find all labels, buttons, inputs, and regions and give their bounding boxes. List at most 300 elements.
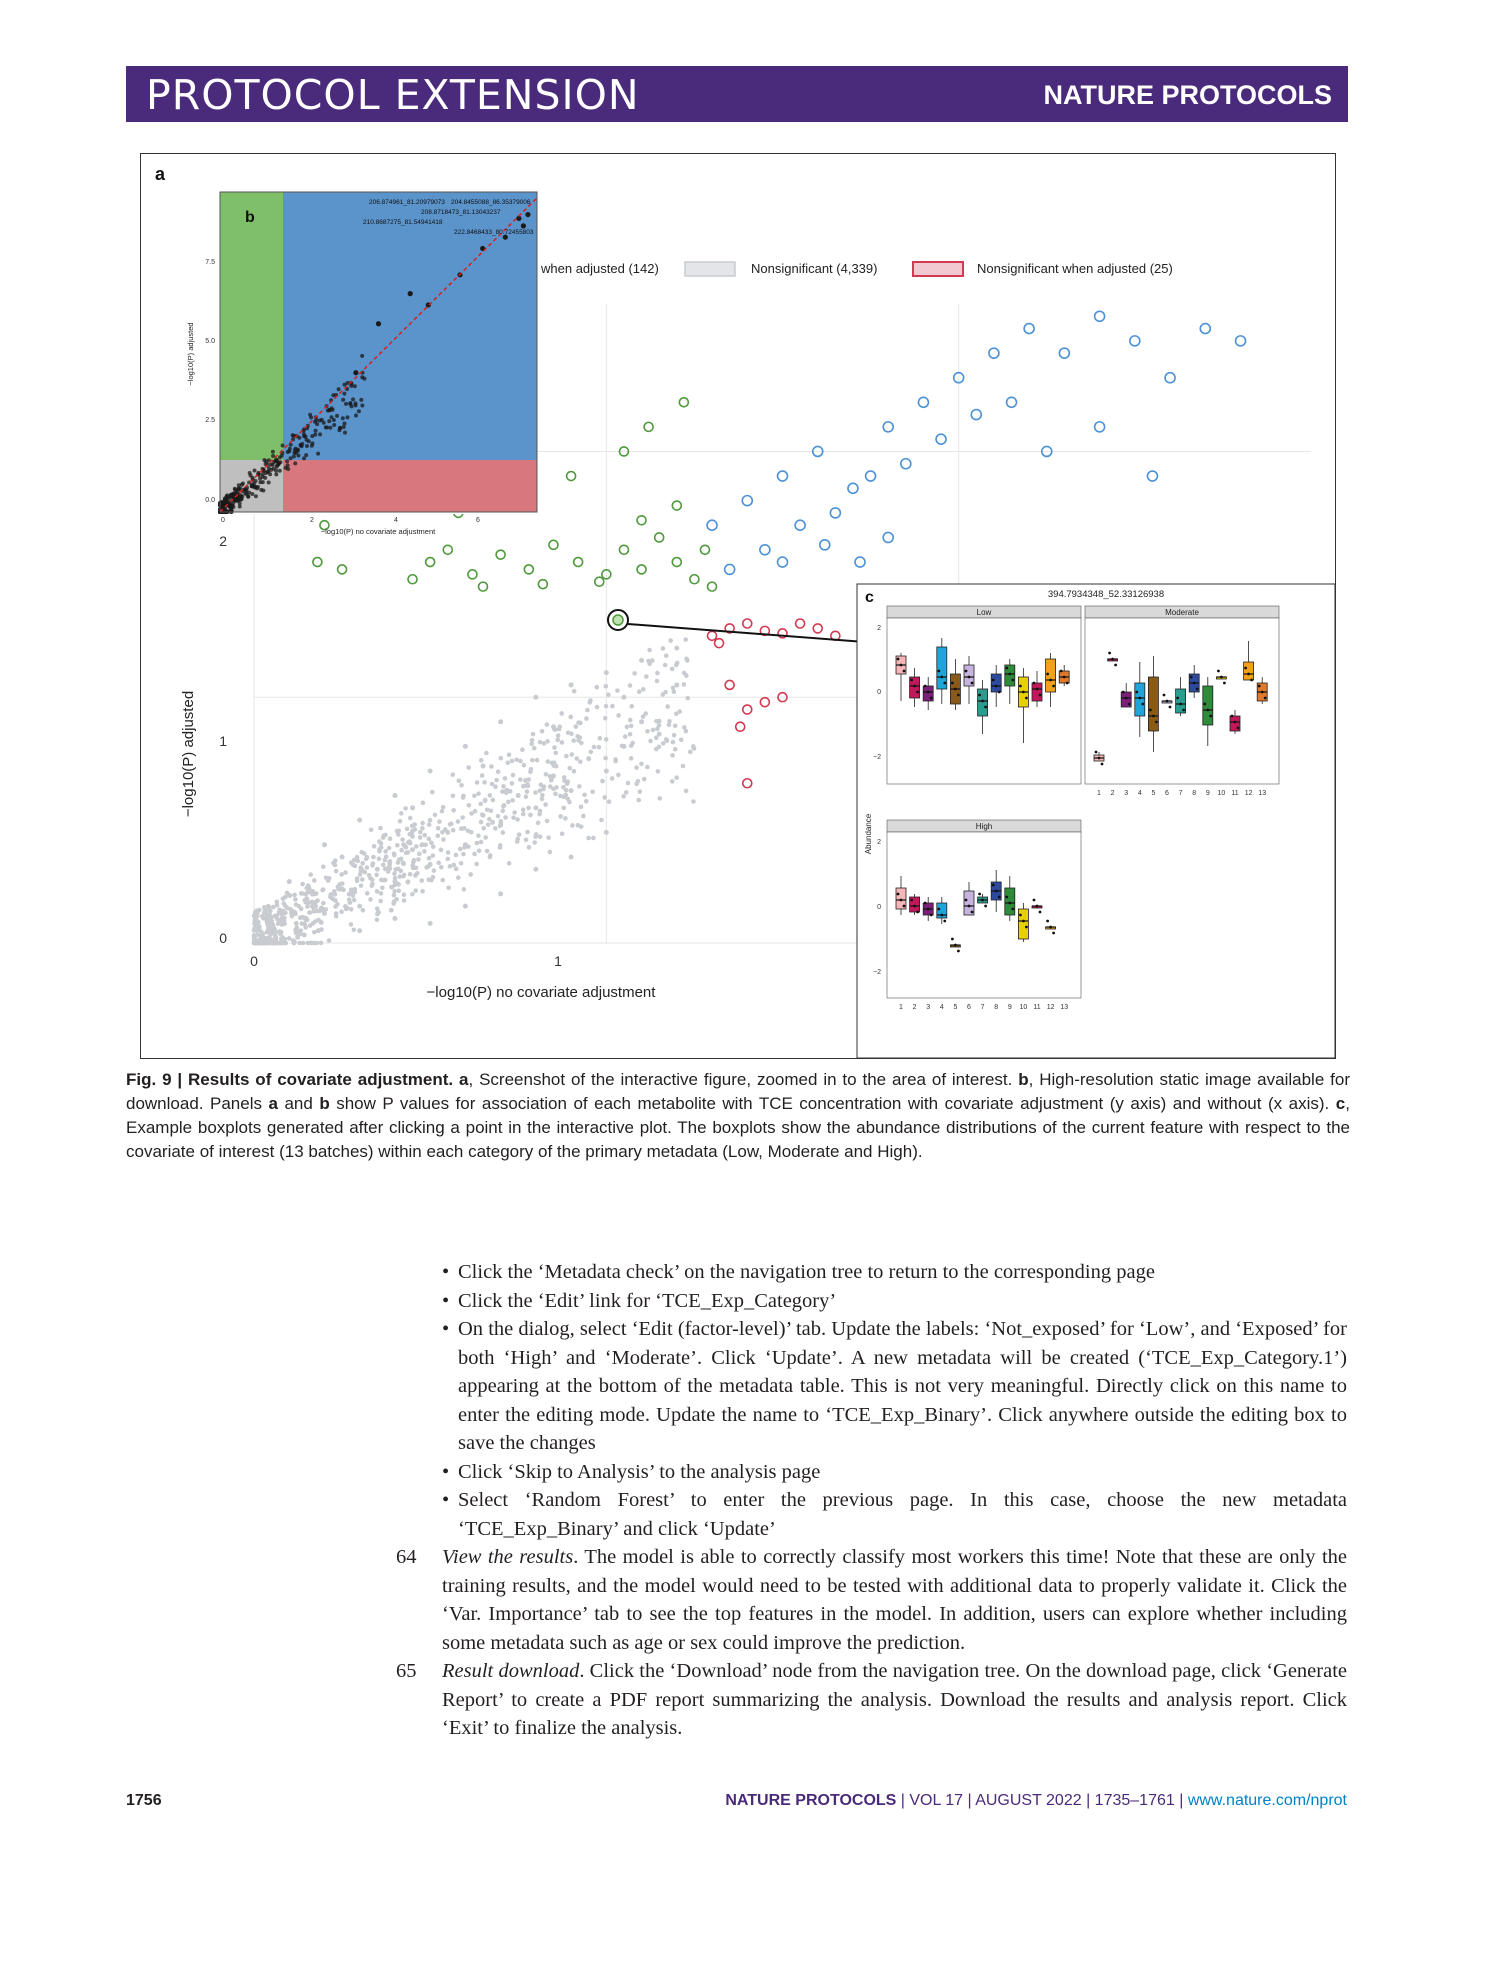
scatter-point-nonsignificant	[512, 810, 517, 815]
scatter-point-nonsignificant	[503, 815, 508, 820]
panel-c-xtick: 9	[1007, 1004, 1012, 1011]
scatter-point-nonsignificant	[553, 751, 558, 756]
box-point	[930, 914, 933, 917]
panel-c-xtick: 2	[912, 1004, 917, 1011]
scatter-point-nonsignificant	[387, 863, 392, 868]
panel-b-green-region	[220, 192, 283, 460]
box-point	[916, 911, 919, 914]
panel-c-xtick: 7	[1178, 790, 1183, 797]
scatter-point-nonsignificant	[381, 862, 386, 867]
panel-b-point	[314, 429, 318, 433]
panel-b-xlabel: −log10(P) no covariate adjustment	[320, 527, 436, 536]
scatter-point-nonsignificant	[410, 892, 415, 897]
panel-b-label: b	[245, 209, 255, 226]
scatter-point-nonsignificant	[467, 803, 472, 808]
box-point	[981, 700, 984, 703]
scatter-point-nonsignificant	[670, 667, 675, 672]
scatter-point-nonsignificant	[479, 840, 484, 845]
scatter-point-nonsignificant	[489, 764, 494, 769]
panel-b-point	[300, 442, 304, 446]
scatter-point-nonsignificant	[599, 818, 604, 823]
panel-b-point	[236, 490, 240, 494]
panel-b-point	[360, 404, 364, 408]
panel-b-point	[331, 393, 335, 397]
scatter-point-nonsignificant	[613, 757, 618, 762]
scatter-point-nonsignificant	[607, 799, 612, 804]
scatter-point-nonsignificant	[574, 756, 579, 761]
scatter-point-nonsignificant	[507, 752, 512, 757]
scatter-point-nonsignificant	[488, 793, 493, 798]
box-point	[1128, 703, 1131, 706]
box-point	[900, 899, 903, 902]
panel-b-point	[292, 451, 296, 455]
scatter-point-nonsignificant	[293, 897, 298, 902]
scatter-point	[463, 744, 468, 749]
box-point	[1108, 652, 1111, 655]
scatter-point-nonsignificant	[638, 789, 643, 794]
scatter-point	[357, 904, 362, 909]
scatter-point-nonsignificant	[610, 776, 615, 781]
scatter-point-nonsignificant	[468, 872, 473, 877]
scatter-point-nonsignificant	[491, 798, 496, 803]
scatter-point-nonsignificant	[563, 816, 568, 821]
box-point	[910, 899, 913, 902]
scatter-point-nonsignificant	[506, 800, 511, 805]
scatter-point-nonsignificant	[392, 893, 397, 898]
box-point	[1011, 908, 1014, 911]
panel-b-point	[341, 416, 345, 420]
scatter-point-nonsignificant	[496, 814, 501, 819]
panel-b-point	[310, 434, 314, 438]
panel-c-xtick: 12	[1244, 790, 1253, 797]
scatter-point-nonsignificant	[510, 759, 515, 764]
scatter-point-nonsignificant	[310, 900, 315, 905]
box-point	[940, 676, 943, 679]
scatter-point-nonsignificant	[400, 837, 405, 842]
box-point	[981, 899, 984, 902]
step-title: Result download	[442, 1660, 580, 1682]
box-point	[903, 670, 906, 673]
scatter-point-nonsignificant	[427, 856, 432, 861]
box-point	[957, 694, 960, 697]
scatter-point-nonsignificant	[316, 928, 321, 933]
step-64	[396, 1543, 1347, 1657]
scatter-point-nonsignificant	[560, 740, 565, 745]
panel-b-point	[408, 291, 413, 296]
panel-c-xtick: 1	[1097, 790, 1101, 797]
box-point	[965, 670, 968, 673]
panel-c-xtick: 5	[1151, 790, 1156, 797]
scatter-point-nonsignificant	[564, 754, 569, 759]
scatter-point-nonsignificant	[420, 889, 425, 894]
scatter-point-nonsignificant	[371, 855, 376, 860]
scatter-point-nonsignificant	[544, 772, 549, 777]
panel-c-xtick: 3	[926, 1004, 931, 1011]
scatter-point-nonsignificant	[489, 808, 494, 813]
scatter-point-nonsignificant	[460, 815, 465, 820]
scatter-point	[657, 732, 662, 737]
scatter-point-nonsignificant	[456, 875, 461, 880]
box-point	[1052, 932, 1055, 935]
scatter-point-nonsignificant	[333, 898, 338, 903]
scatter-point-nonsignificant	[372, 844, 377, 849]
panel-b-point	[293, 461, 297, 465]
scatter-point-nonsignificant	[533, 834, 538, 839]
panel-b-point	[322, 421, 326, 425]
scatter-point-nonsignificant	[683, 637, 688, 642]
scatter-point-nonsignificant	[446, 850, 451, 855]
panel-b-point	[274, 472, 278, 476]
panel-a-xtick: 1	[554, 953, 562, 969]
scatter-point	[516, 793, 521, 798]
box-point	[992, 884, 995, 887]
box-point	[1025, 926, 1028, 929]
scatter-point-nonsignificant	[527, 845, 532, 850]
box-point	[1231, 715, 1234, 718]
scatter-point-nonsignificant	[419, 843, 424, 848]
scatter-point-nonsignificant	[353, 864, 358, 869]
scatter-point-nonsignificant	[572, 769, 577, 774]
panel-b-point	[274, 469, 278, 473]
scatter-point-nonsignificant	[671, 740, 676, 745]
box-point	[1261, 691, 1264, 694]
scatter-point-nonsignificant	[451, 828, 456, 833]
bullet-item: • Click the ‘Metadata check’ on the navigation tree to return to the corresponding page	[442, 1258, 1347, 1287]
box-point	[1237, 727, 1240, 730]
panel-a-ytick: 1	[219, 733, 227, 749]
panel-c-xtick: 6	[967, 1004, 971, 1011]
box-point	[965, 899, 968, 902]
legend-nonsig-adjusted-swatch	[913, 262, 963, 276]
scatter-point-nonsignificant	[312, 878, 317, 883]
scatter-point-nonsignificant	[285, 906, 290, 911]
panel-b-point	[286, 450, 290, 454]
scatter-point-nonsignificant	[538, 740, 543, 745]
scatter-point-nonsignificant	[557, 727, 562, 732]
scatter-point-nonsignificant	[488, 853, 493, 858]
scatter-point-nonsignificant	[588, 700, 593, 705]
box-point	[951, 938, 954, 941]
box-point	[995, 890, 998, 893]
scatter-point-nonsignificant	[369, 827, 374, 832]
panel-c-xtick: 2	[1110, 790, 1115, 797]
box-point	[940, 914, 943, 917]
scatter-point-nonsignificant	[628, 732, 633, 737]
scatter-point-nonsignificant	[525, 830, 530, 835]
scatter-point-nonsignificant	[648, 739, 653, 744]
scatter-point-nonsignificant	[403, 806, 408, 811]
scatter-point	[287, 879, 292, 884]
panel-c-xtick: 5	[953, 1004, 958, 1011]
box-point	[1179, 703, 1182, 706]
step-number: 64	[396, 1546, 417, 1568]
scatter-point-nonsignificant	[469, 830, 474, 835]
panel-b-point	[343, 431, 347, 435]
scatter-point-nonsignificant	[406, 879, 411, 884]
scatter-point-nonsignificant	[459, 783, 464, 788]
panel-c-ytick: 2	[877, 625, 881, 632]
scatter-point-nonsignificant	[481, 826, 486, 831]
facet-label-high: High	[975, 822, 993, 831]
scatter-point-nonsignificant	[392, 851, 397, 856]
panel-c-label: c	[865, 589, 874, 606]
scatter-point-nonsignificant	[294, 926, 299, 931]
box-point	[1152, 715, 1155, 718]
scatter-point-nonsignificant	[410, 863, 415, 868]
scatter-point-nonsignificant	[396, 832, 401, 837]
box	[1203, 686, 1213, 725]
scatter-point-nonsignificant	[616, 773, 621, 778]
scatter-point-nonsignificant	[275, 913, 280, 918]
scatter-point-nonsignificant	[399, 848, 404, 853]
panel-b-point	[258, 480, 262, 484]
scatter-point-nonsignificant	[387, 846, 392, 851]
scatter-point-nonsignificant	[674, 775, 679, 780]
scatter-point-nonsignificant	[604, 737, 609, 742]
scatter-point	[392, 879, 397, 884]
panel-b-point	[348, 401, 352, 405]
panel-c-ytick: −2	[873, 969, 881, 976]
panel-b-point	[354, 413, 358, 417]
scatter-point-nonsignificant	[392, 899, 397, 904]
scatter-point	[428, 768, 433, 773]
scatter-point-nonsignificant	[532, 840, 537, 845]
scatter-point-nonsignificant	[313, 904, 318, 909]
scatter-point-nonsignificant	[681, 764, 686, 769]
panel-b-xtick: 0	[221, 517, 225, 524]
scatter-point-nonsignificant	[493, 826, 498, 831]
scatter-point-nonsignificant	[672, 689, 677, 694]
scatter-point-nonsignificant	[349, 890, 354, 895]
box-point	[1223, 682, 1226, 685]
scatter-point-nonsignificant	[498, 843, 503, 848]
scatter-point-nonsignificant	[461, 852, 466, 857]
scatter-point	[280, 916, 285, 921]
scatter-point-nonsignificant	[302, 933, 307, 938]
scatter-point-nonsignificant	[657, 745, 662, 750]
box-point	[930, 697, 933, 700]
scatter-point-nonsignificant	[261, 916, 266, 921]
scatter-point-nonsignificant	[624, 790, 629, 795]
scatter-point	[621, 744, 626, 749]
panel-b-point	[302, 432, 306, 436]
scatter-point-nonsignificant	[571, 738, 576, 743]
scatter-point-nonsignificant	[352, 927, 357, 932]
caption-a-text: , Screenshot of the interactive figure, zoomed in to the area of interest.	[468, 1070, 1013, 1089]
panel-b-red-region	[283, 460, 537, 512]
scatter-point-nonsignificant	[563, 793, 568, 798]
panel-b-point	[253, 468, 257, 472]
scatter-point-nonsignificant	[376, 910, 381, 915]
scatter-point-nonsignificant	[445, 857, 450, 862]
panel-b-point	[238, 501, 242, 505]
panel-b-annotation: 210.8687275_81.54941418	[363, 219, 443, 226]
scatter-point-nonsignificant	[333, 858, 338, 863]
scatter-point	[392, 916, 397, 921]
scatter-point-nonsignificant	[383, 858, 388, 863]
scatter-point-nonsignificant	[457, 778, 462, 783]
scatter-point-nonsignificant	[565, 781, 570, 786]
scatter-point-nonsignificant	[494, 778, 499, 783]
scatter-point-nonsignificant	[628, 683, 633, 688]
scatter-point	[533, 867, 538, 872]
scatter-point-nonsignificant	[634, 765, 639, 770]
scatter-point-nonsignificant	[389, 885, 394, 890]
scatter-point-nonsignificant	[487, 817, 492, 822]
scatter-point-nonsignificant	[594, 685, 599, 690]
scatter-point-nonsignificant	[299, 907, 304, 912]
scatter-point-nonsignificant	[558, 814, 563, 819]
panel-b-point	[258, 476, 262, 480]
scatter-point-nonsignificant	[377, 839, 382, 844]
panel-b-annotation: 222.8468433_80.72455803	[454, 229, 534, 236]
scatter-point-nonsignificant	[417, 852, 422, 857]
panel-b-point	[253, 486, 257, 490]
scatter-point-nonsignificant	[281, 896, 286, 901]
scatter-point-nonsignificant	[636, 798, 641, 803]
scatter-point-nonsignificant	[679, 737, 684, 742]
scatter-point-nonsignificant	[378, 826, 383, 831]
scatter-point	[357, 818, 362, 823]
box-point	[927, 908, 930, 911]
scatter-point-nonsignificant	[515, 837, 520, 842]
scatter-point-nonsignificant	[636, 779, 641, 784]
scatter-point-nonsignificant	[682, 671, 687, 676]
caption-c-text: , Example boxplots generated after clicking a point in the interactive plot. The boxplots show the abundance distributions of the current feature with respect to the covariate of interest (13 batches) within each category of the primary metadata (Low, Moderate and High).	[126, 1094, 1350, 1161]
scatter-point-nonsignificant	[301, 941, 306, 946]
box-point	[957, 950, 960, 953]
scatter-point	[569, 682, 574, 687]
box-point	[1036, 688, 1039, 691]
scatter-point-nonsignificant	[305, 904, 310, 909]
scatter-point-nonsignificant	[501, 809, 506, 814]
panel-c-xtick: 4	[1137, 790, 1142, 797]
box-point	[897, 893, 900, 896]
scatter-point-nonsignificant	[428, 818, 433, 823]
figure-9	[140, 153, 1336, 1059]
scatter-point-nonsignificant	[576, 720, 581, 725]
scatter-point-nonsignificant	[603, 756, 608, 761]
scatter-point-nonsignificant	[684, 656, 689, 661]
scatter-point-nonsignificant	[655, 671, 660, 676]
figure-svg	[141, 154, 1335, 1058]
scatter-point-nonsignificant	[602, 795, 607, 800]
scatter-point-nonsignificant	[629, 704, 634, 709]
scatter-point-nonsignificant	[275, 900, 280, 905]
panel-b-point	[252, 482, 256, 486]
legend-nonsig-adjusted: Nonsignificant when adjusted (25)	[977, 261, 1173, 276]
box	[1032, 683, 1042, 701]
scatter-point-nonsignificant	[413, 873, 418, 878]
scatter-point-nonsignificant	[321, 887, 326, 892]
scatter-point-nonsignificant	[538, 834, 543, 839]
scatter-point-nonsignificant	[545, 819, 550, 824]
scatter-point-nonsignificant	[334, 914, 339, 919]
panel-b-point	[304, 453, 308, 457]
header-banner	[126, 66, 1348, 122]
panel-a-ytick: 0	[219, 930, 227, 946]
box-point	[1039, 911, 1042, 914]
box-point	[943, 682, 946, 685]
scatter-point	[551, 724, 556, 729]
scatter-point-nonsignificant	[625, 725, 630, 730]
panel-c-xtick: 13	[1060, 1004, 1069, 1011]
scatter-point-nonsignificant	[642, 777, 647, 782]
box-point	[913, 905, 916, 908]
scatter-point-nonsignificant	[536, 821, 541, 826]
scatter-point-nonsignificant	[410, 829, 415, 834]
scatter-point-nonsignificant	[483, 835, 488, 840]
scatter-point-nonsignificant	[359, 883, 364, 888]
scatter-point-nonsignificant	[448, 864, 453, 869]
box-point	[1060, 670, 1063, 673]
scatter-point-nonsignificant	[644, 674, 649, 679]
box-point	[1049, 926, 1052, 929]
scatter-point-nonsignificant	[510, 781, 515, 786]
panel-b-point	[286, 463, 290, 467]
box-point	[1182, 709, 1185, 712]
scatter-point-nonsignificant	[559, 711, 564, 716]
scatter-point-nonsignificant	[674, 712, 679, 717]
panel-b-point	[324, 425, 328, 429]
box-point	[1066, 682, 1069, 685]
scatter-point	[498, 719, 503, 724]
panel-b-ytick: 5.0	[205, 338, 215, 345]
scatter-point-nonsignificant	[365, 891, 370, 896]
footer-url[interactable]: www.nature.com/nprot	[1187, 1792, 1347, 1809]
box-point	[1122, 691, 1125, 694]
scatter-point-nonsignificant	[429, 840, 434, 845]
scatter-point-nonsignificant	[349, 922, 354, 927]
scatter-point-nonsignificant	[377, 857, 382, 862]
scatter-point-nonsignificant	[308, 872, 313, 877]
box-point	[1111, 658, 1114, 661]
scatter-point-nonsignificant	[421, 801, 426, 806]
scatter-point-nonsignificant	[462, 887, 467, 892]
legend-nonsignificant-swatch	[685, 262, 735, 276]
scatter-point	[551, 773, 556, 778]
box-point	[1244, 667, 1247, 670]
box-point	[1049, 679, 1052, 682]
scatter-point-nonsignificant	[279, 930, 284, 935]
scatter-point-nonsignificant	[431, 844, 436, 849]
scatter-point-nonsignificant	[282, 937, 287, 942]
scatter-point	[340, 854, 345, 859]
scatter-point-nonsignificant	[545, 722, 550, 727]
scatter-point-nonsignificant	[505, 788, 510, 793]
scatter-point-nonsignificant	[392, 871, 397, 876]
box-point	[995, 685, 998, 688]
scatter-point-nonsignificant	[610, 704, 615, 709]
scatter-point-nonsignificant	[363, 870, 368, 875]
panel-b-point	[277, 462, 281, 466]
panel-c-xtick: 12	[1046, 1004, 1055, 1011]
box-point	[937, 908, 940, 911]
box	[1005, 888, 1015, 915]
scatter-point-nonsignificant	[521, 784, 526, 789]
scatter-point-nonsignificant	[472, 852, 477, 857]
box-point	[943, 920, 946, 923]
scatter-point-nonsignificant	[667, 719, 672, 724]
scatter-point-nonsignificant	[440, 809, 445, 814]
box-point	[900, 664, 903, 667]
scatter-point-nonsignificant	[651, 728, 656, 733]
scatter-point-nonsignificant	[474, 841, 479, 846]
scatter-point-nonsignificant	[535, 758, 540, 763]
scatter-point-nonsignificant	[378, 899, 383, 904]
scatter-point-nonsignificant	[402, 892, 407, 897]
scatter-point-nonsignificant	[520, 747, 525, 752]
